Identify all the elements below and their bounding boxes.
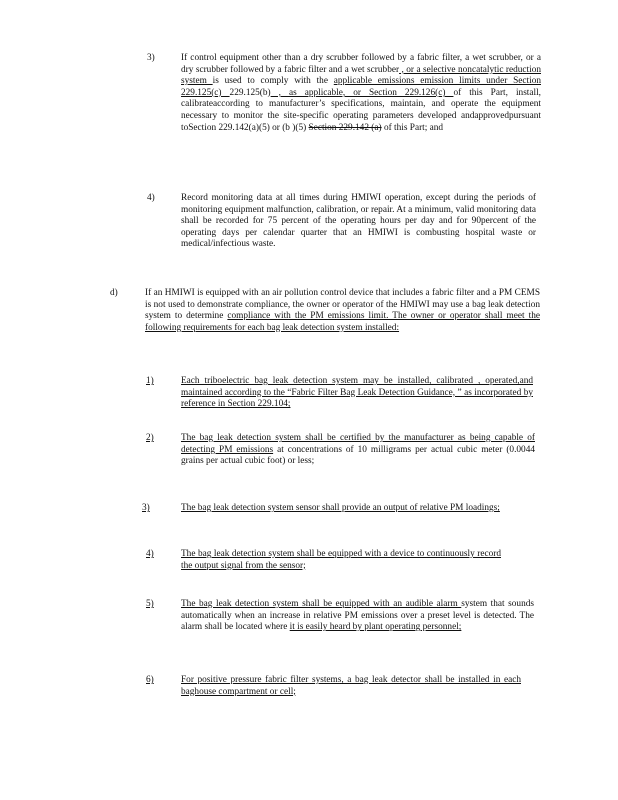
- paragraph-item-2: [0, 430, 618, 490]
- item-text: For positive pressure fabric filter systems, a bag leak detector shall be installed in each baghouse compartment or cell;: [181, 675, 521, 697]
- item-text: The bag leak detection system shall be equipped with a device to continuously record the output signal from the sensor;: [181, 549, 501, 571]
- item-text: The bag leak detection system sensor shall provide an output of relative PM loadings;: [181, 503, 500, 513]
- item-number: 5): [146, 599, 154, 609]
- paragraph-item-4b: [0, 546, 618, 578]
- item-number: 3): [142, 503, 150, 513]
- paragraph-item-1: [0, 373, 618, 423]
- item-text: Each triboelectric bag leak detection system may be installed, calibrated , operated,and maintained according to the “Fabric Filter Bag Leak Detection Guidance, ” as incorporated by reference in Section 229.104;: [181, 376, 533, 410]
- item-number: 4): [146, 549, 154, 559]
- paragraph-item-4a: [0, 190, 618, 280]
- paragraph-item-5: [0, 596, 618, 656]
- item-text: If control equipment other than a dry scrubber followed by a fabric filter, a wet scrubber, or a dry scrubber followed by a fabric filter and a wet scrubber , or a selective noncatalytic reduction system is used to comply with the applicable emissions emission limits under Section 229.125(c) 229.125(b) , as applicable, or Section 229.126(c) of this Part, install, calibrateaccording to manufacturer’s specifications, maintain, and operate the equipment necessary to monitor the site-specific operating parameters developed andapprovedpursuant toSection 229.142(a)(5) or (b )(5) Section 229.142 (a) of this Part; and: [181, 53, 542, 133]
- item-number: 1): [146, 376, 154, 386]
- item-number: 2): [146, 433, 154, 443]
- item-number: d): [110, 288, 118, 298]
- paragraph-item-6: [0, 672, 618, 704]
- paragraph-item-3a: [0, 50, 618, 180]
- item-number: 3): [147, 53, 155, 63]
- paragraph-item-3b: [0, 500, 618, 532]
- item-text: Record monitoring data at all times during HMIWI operation, except during the periods of monitoring equipment malfunction, calibration, or repair. At a minimum, valid monitoring data shall be recorded for 75 percent of the operating hours per day and for 90percent of the operating days per calendar quarter that an HMIWI is combusting hospital waste or medical/infectious waste.: [181, 193, 536, 250]
- item-text: The bag leak detection system shall be equipped with an audible alarm system that sounds automatically when an increase in relative PM emissions over a preset level is detected. The alarm shall be located where it is easily heard by plant operating personnel;: [181, 599, 534, 633]
- item-number: 6): [146, 675, 154, 685]
- item-number: 4): [147, 193, 155, 203]
- item-text: If an HMIWI is equipped with an air pollution control device that includes a fabric filter and a PM CEMS is not used to demonstrate compliance, the owner or operator of the HMIWI may use a bag leak detection system to determine compliance with the PM emissions limit. The owner or operator shall meet the following requirements for each bag leak detection system installed:: [145, 288, 540, 333]
- paragraph-item-d: [0, 285, 618, 365]
- item-text: The bag leak detection system shall be certified by the manufacturer as being capable of detecting PM emissions at concentrations of 10 milligrams per actual cubic meter (0.0044 grains per actual cubic foot) or less;: [181, 433, 535, 467]
